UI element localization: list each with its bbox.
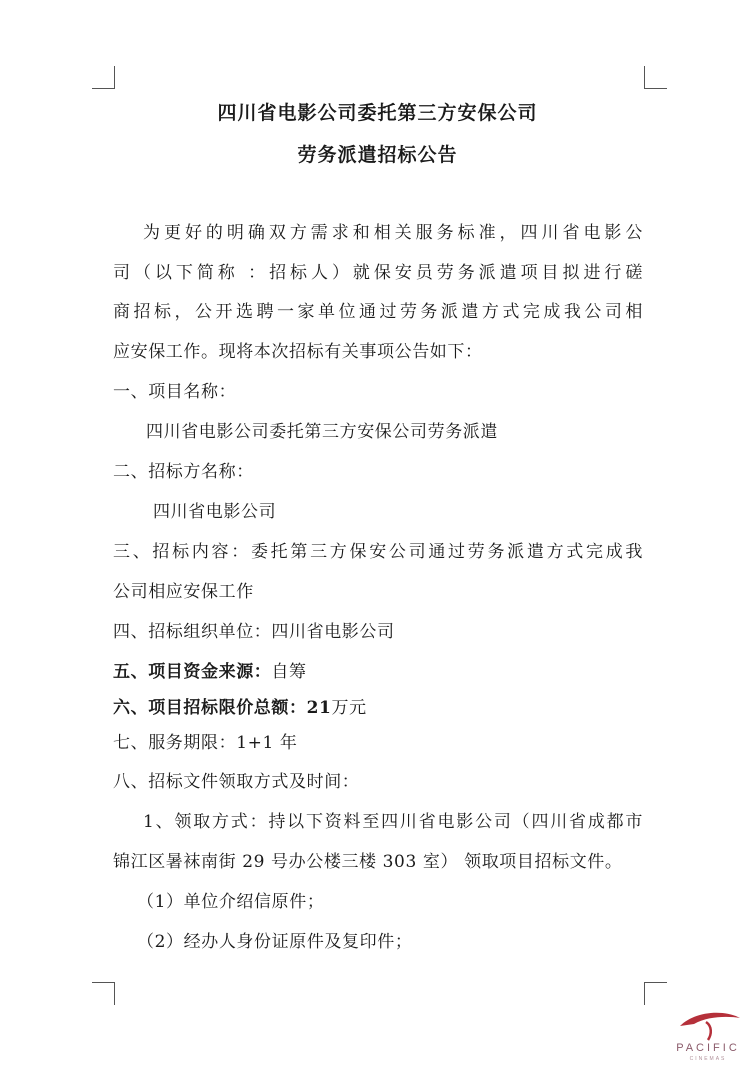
intro-line-4: 应安保工作。现将本次招标有关事项公告如下：: [113, 342, 483, 362]
section-6-amount: 21: [306, 698, 332, 718]
crop-mark-bottom-right: [644, 982, 667, 1005]
section-8-item-2: （2）经办人身份证原件及复印件；: [137, 932, 413, 952]
section-8-item-1: （1）单位介绍信原件；: [137, 892, 325, 912]
intro-line-3: 商招标，公开选聘一家单位通过劳务派遣方式完成我公司相: [113, 302, 643, 322]
section-6-label: 六、项目招标限价总额：: [113, 698, 307, 718]
document-title-line1: 四川省电影公司委托第三方安保公司: [217, 102, 538, 124]
section-2-heading: 二、招标方名称：: [113, 462, 254, 482]
section-3-line-1: 三、招标内容：委托第三方保安公司通过劳务派遣方式完成我: [113, 542, 643, 562]
section-6-unit: 万元: [331, 698, 367, 718]
section-5-label: 五、项目资金来源：: [113, 662, 272, 682]
crop-mark-top-right: [644, 66, 667, 89]
logo-wordmark: PACIFIC: [676, 1042, 740, 1054]
section-8-method-line-1: 1、领取方式：持以下资料至四川省电影公司（四川省成都市: [143, 812, 643, 832]
document-title-line2: 劳务派遣招标公告: [297, 144, 458, 166]
crop-mark-bottom-left: [92, 982, 115, 1005]
intro-line-1: 为更好的明确双方需求和相关服务标准，四川省电影公: [143, 223, 643, 243]
section-2-value: 四川省电影公司: [153, 502, 277, 522]
section-3-line-2: 公司相应安保工作: [113, 582, 254, 602]
crop-mark-top-left: [92, 66, 115, 89]
section-1-value: 四川省电影公司委托第三方安保公司劳务派遣: [146, 422, 498, 442]
intro-line-2: 司（以下简称 ：招标人）就保安员劳务派遣项目拟进行磋: [113, 263, 643, 283]
section-4: 四、招标组织单位：四川省电影公司: [113, 622, 395, 642]
section-8-method-line-2: 锦江区暑袜南街 29 号办公楼三楼 303 室） 领取项目招标文件。: [113, 852, 623, 872]
section-5-value: 自筹: [271, 662, 307, 682]
section-6: [113, 693, 653, 718]
section-5: [113, 657, 653, 682]
logo-subtext: CINEMAS: [689, 1056, 727, 1062]
section-8-heading: 八、招标文件领取方式及时间：: [113, 772, 360, 792]
section-7: 七、服务期限：1+1 年: [113, 733, 298, 753]
section-1-heading: 一、项目名称：: [113, 382, 237, 402]
